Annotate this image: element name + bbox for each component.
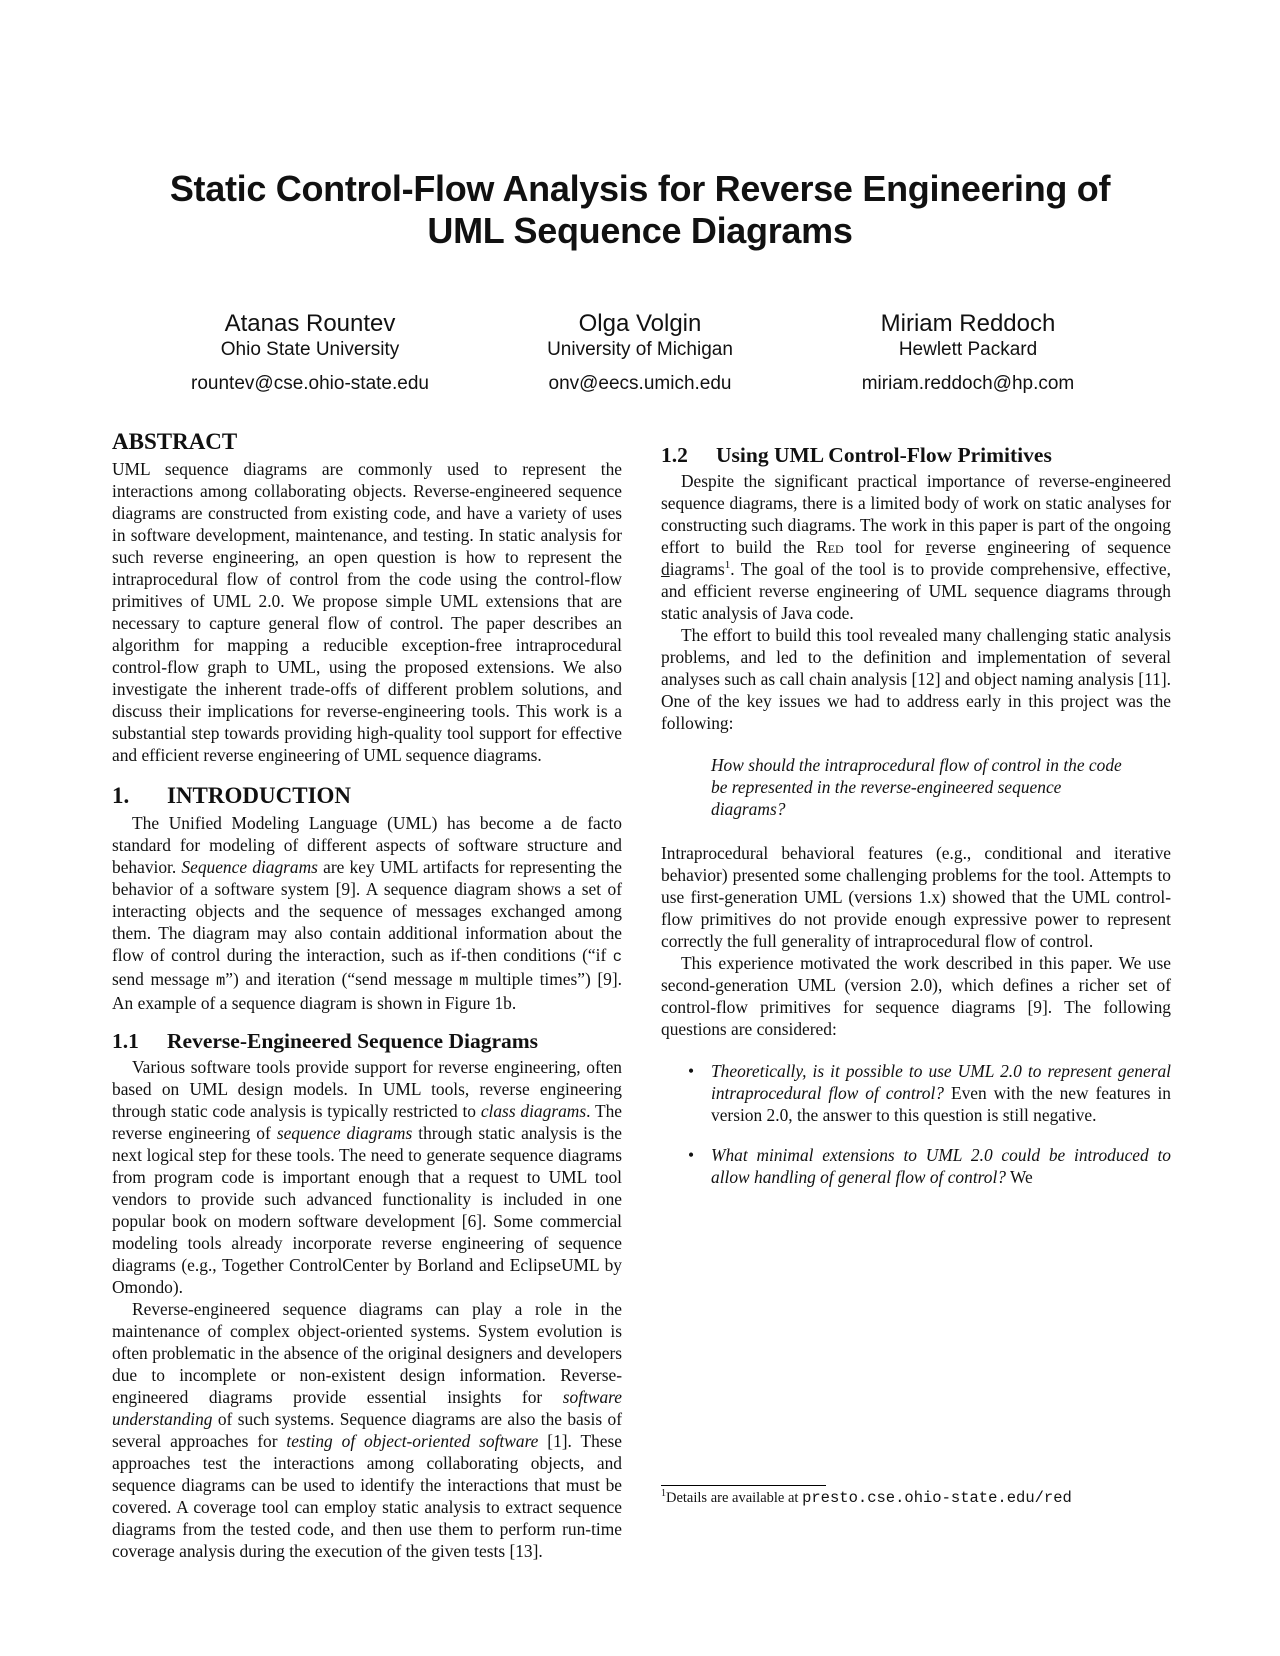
section-number: 1. xyxy=(112,783,130,808)
section-title: Reverse-Engineered Sequence Diagrams xyxy=(167,1029,539,1053)
intro-paragraph xyxy=(112,812,622,1014)
author-affiliation: Ohio State University xyxy=(220,339,400,360)
author-2 xyxy=(480,310,800,396)
text-run: . The reverse engineering of xyxy=(112,1101,623,1143)
author-name: Atanas Rountev xyxy=(224,310,396,337)
answer-text: We xyxy=(1006,1167,1033,1187)
emphasis: software understanding xyxy=(112,1387,622,1429)
left-column xyxy=(112,428,622,1562)
section-1-1-heading xyxy=(112,1028,622,1054)
author-3 xyxy=(808,310,1128,396)
bullet-icon: • xyxy=(688,1061,695,1081)
tool-name: Red xyxy=(816,537,844,557)
text-run: The Unified Modeling Language (UML) has become a de facto standard for modeling of different aspects of software structure and behavior. xyxy=(112,813,622,877)
text-run: tool for xyxy=(843,537,926,557)
section-1-1-paragraph-1 xyxy=(112,1056,622,1298)
section-number: 1.2 xyxy=(661,443,688,467)
abstract-text: UML sequence diagrams are commonly used to represent the interactions among collaborating objects. Reverse-engineered sequence diagrams are constructed from existing code, and have a variety of uses in software development, maintenance, and testing. In static analysis for such reverse engineering, an open question is how to represent the intraprocedural flow of control from the code using the control-flow primitives of UML 2.0. We propose simple UML extensions that are necessary to capture general flow of control. The paper describes an algorithm for mapping a reducible exception-free intraprocedural control-flow graph to UML, using the proposed extensions. We also investigate the inherent trade-offs of different problem solutions, and discuss their implications for reverse-engineering tools. This work is a substantial step towards providing high-quality tool support for effective and efficient reverse engineering of UML sequence diagrams. xyxy=(112,459,622,765)
text-run: send message xyxy=(112,969,216,989)
question-text: What minimal extensions to UML 2.0 could be introduced to allow handling of general flow of control? xyxy=(711,1145,1171,1187)
footnote-url[interactable]: presto.cse.ohio-state.edu/red xyxy=(802,1489,1072,1507)
code-token: m xyxy=(459,972,469,990)
author-email: rountev@cse.ohio-state.edu xyxy=(191,373,429,394)
question-item xyxy=(661,1060,1171,1126)
author-email: onv@eecs.umich.edu xyxy=(548,373,732,394)
section-number: 1.1 xyxy=(112,1029,139,1053)
text-run: Various software tools provide support for reverse engineering, often based on UML design models. In UML tools, reverse engineering through static code analysis is typically restricted to xyxy=(112,1057,622,1121)
abstract-heading: ABSTRACT xyxy=(112,429,238,454)
text-run: are key UML artifacts for representing the behavior of a software system [9]. A sequence diagram shows a set of interacting objects and the sequence of messages exchanged among them. The diagram may also contain additional information about the flow of control during the interaction, such as if-then conditions (“if xyxy=(112,857,622,965)
emphasis: sequence diagrams xyxy=(276,1123,413,1143)
emphasis: class diagrams xyxy=(480,1101,587,1121)
section-1-2-heading xyxy=(661,442,1171,468)
author-name: Olga Volgin xyxy=(578,310,702,337)
emphasis: Sequence diagrams xyxy=(181,857,318,877)
footnote xyxy=(661,1489,1072,1507)
right-column xyxy=(661,428,1171,1206)
text-run: Despite the significant practical importance of reverse-engineered sequence diagrams, there is a limited body of work on static analyses for constructing such diagrams. The work in this paper is part of the ongoing effort to build the xyxy=(661,471,1171,557)
footnote-marker[interactable]: 1 xyxy=(724,559,731,572)
footnote-divider xyxy=(661,1485,826,1486)
bullet-icon: • xyxy=(688,1145,695,1165)
author-email: miriam.reddoch@hp.com xyxy=(861,373,1075,394)
author-1 xyxy=(150,310,470,396)
paper-title xyxy=(0,168,1280,252)
emphasis: testing of object-oriented software xyxy=(286,1431,539,1451)
text-run: of such systems. Sequence diagrams are also the basis of several approaches for xyxy=(112,1409,622,1451)
research-question-quote: How should the intraprocedural flow of control in the code be represented in the reverse-engineered sequence diagrams? xyxy=(711,755,1122,819)
text-run: multiple times”) [9]. An example of a sequence diagram is shown in Figure 1b. xyxy=(112,969,622,1013)
section-1-2-paragraph-1 xyxy=(661,470,1171,624)
acronym-letter: e xyxy=(987,537,996,557)
answer-text: Even with the new features in version 2.0, the answer to this question is still negative. xyxy=(711,1083,1171,1125)
text-run: iagrams xyxy=(669,559,725,579)
text-run: . The goal of the tool is to provide comprehensive, effective, and efficient reverse engineering of UML sequence diagrams through static analysis of Java code. xyxy=(661,559,1171,623)
question-item xyxy=(661,1144,1171,1188)
author-affiliation: University of Michigan xyxy=(547,339,733,360)
section-title: Using UML Control-Flow Primitives xyxy=(716,443,1052,467)
section-1-1-paragraph-2 xyxy=(112,1298,622,1562)
text-run: Reverse-engineered sequence diagrams can play a role in the maintenance of complex object-oriented systems. System evolution is often problematic in the absence of the original designers and developers due to incomplete or non-existent design information. Reverse-engineered diagrams provide essential insights for xyxy=(112,1299,622,1407)
section-1-2-paragraph-3: Intraprocedural behavioral features (e.g., conditional and iterative behavior) presented some challenging problems for the tool. Attempts to use first-generation UML (versions 1.x) showed that the UML control-flow primitives do not provide enough expressive power to represent correctly the full generality of intraprocedural flow of control. xyxy=(661,843,1171,951)
text-run: ”) and iteration (“send message xyxy=(225,969,460,989)
intro-heading xyxy=(112,782,622,810)
text-run: through static analysis is the next logical step for these tools. The need to generate sequence diagrams from program code is important enough that a request to UML tool vendors to provide such advanced functionality is included in one popular book on modern software development [6]. Some commercial modeling tools already incorporate reverse engineering of sequence diagrams (e.g., Together ControlCenter by Borland and EclipseUML by Omondo). xyxy=(112,1123,622,1297)
author-affiliation: Hewlett Packard xyxy=(898,339,1038,360)
acronym-letter: r xyxy=(925,537,932,557)
text-run: [1]. These approaches test the interactions among collaborating objects, and sequence diagrams can be used to identify the interactions that must be covered. A coverage tool can employ static analysis to extract sequence diagrams from the tested code, and then use them to perform run-time coverage analysis during the execution of the given tests [13]. xyxy=(112,1431,622,1561)
text-run: everse xyxy=(931,537,988,557)
title-line-1: Static Control-Flow Analysis for Reverse Engineering of xyxy=(169,168,1111,209)
footnote-text: Details are available at xyxy=(666,1490,803,1506)
section-1-2-paragraph-4: This experience motivated the work described in this paper. We use second-generation UML (version 2.0), which defines a richer set of control-flow primitives for sequence diagrams [9]. The following questions are considered: xyxy=(661,953,1171,1039)
section-1-2-paragraph-2: The effort to build this tool revealed many challenging static analysis problems, and led to the definition and implementation of several analyses such as call chain analysis [12] and object naming analysis [11]. One of the key issues we had to address early in this project was the following: xyxy=(661,625,1171,733)
section-title: INTRODUCTION xyxy=(167,783,352,808)
text-run: ngineering of sequence xyxy=(995,537,1172,557)
code-token: m xyxy=(215,972,226,990)
author-name: Miriam Reddoch xyxy=(880,310,1056,337)
question-list xyxy=(661,1060,1171,1188)
acronym-letter: d xyxy=(661,559,670,579)
code-token: c xyxy=(612,948,622,966)
question-text: Theoretically, is it possible to use UML 2.0 to represent general intraprocedural flow of control? xyxy=(711,1061,1171,1103)
footnote-mark: 1 xyxy=(661,1488,666,1500)
title-line-2: UML Sequence Diagrams xyxy=(427,210,853,251)
